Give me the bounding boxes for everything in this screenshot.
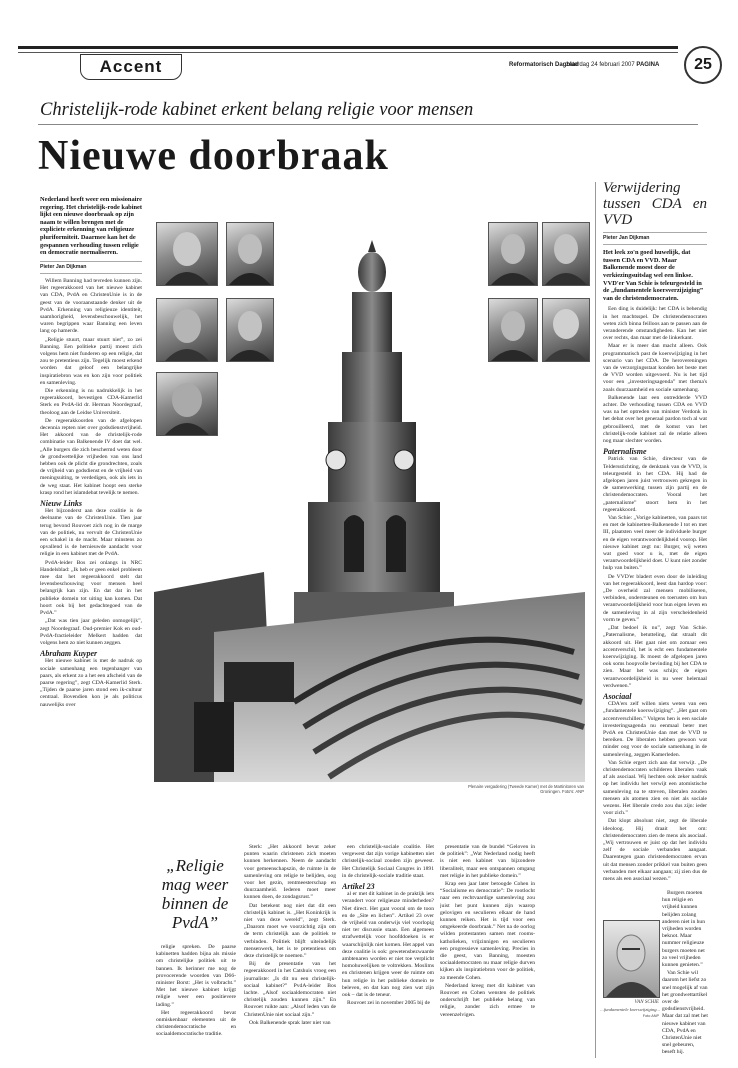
paragraph: Sterk: „Het akkoord bevat zeker punten waarin christenen zich moeten kunnen herkennen. Neem de aandacht voor gemeenschapszin, de ruimte in de samenleving om religie te belijden, oog voor het gezin, rentmeesterschap en duurzaamheid. Iederen moet meer kunnen doen, de zondagsrust.” xyxy=(244,844,336,901)
article-byline: Pieter Jan Dijkman xyxy=(40,263,87,270)
paragraph: Het nieuwe kabinet is met de nadruk op sociale samenhang een tegenhanger van paars, als erkent zo a het een afscheid van de paarse regering”, zegt CDA-Kamerlid Sterk. „Tijden de paarse jaren stond een ik-cultuur centraal. Bovendien kon je als politicus nauwelijks over xyxy=(40,658,142,708)
paragraph: „Religie stuurt, maar stuurt niet”, zo zei Banning. Een politieke partij moest zich volgens hem niet funderen op een religie, dat zou te pretentieus zijn. Tegelijk moest erkend worden dat geloof een belangrijke inspiratiebron was en kon zijn voor politiek en samenleving. xyxy=(40,336,142,386)
article-column-1 xyxy=(40,196,142,1058)
paragraph: presentatie van de bundel “Geloven in de politiek”: „Wat Nederland nodig heeft is niet een kabinet van bijzondere liberaliteit, maar een ontspannen omgang met religie in het publieke domein.” xyxy=(440,844,535,879)
paragraph: Het bijzonderst aan deze coalitie is de deelname van de ChristenUnie. Tien jaar terug bevond Rouvoet zich nog in de marge van de politiek, nu vervult de ChristenUnie een schakel in de macht. Maar minstens zo opvallend is de hernieuwde aandacht voor religie in een kabinet met de PvdA. xyxy=(40,508,142,558)
sidebar-intro: Het leek zo'n goed huwelijk, dat tussen CDA en VVD. Maar Balkenende moest door de verkiezingsuitslag wel een linkse. VVD'er Van Schie is teleurgesteld in de „fundamentele koersverzijziging” van de christendemocraten. xyxy=(603,249,704,302)
paragraph: Krap een jaar later betoogde Cohen in “Socialisme en democratie”: De rootlocht naar een rechtvaardige samenleving zou juist het punt kunnen zijn waarop gelovigen en seculieren elkaar de hand kunnen reiken. Het is tijd voor een omgekeerde doorbraak.” Net na de oorlog wilden protestanten samen met rooms-katholieken, vrijzinnigen en seculieren een progressieve samenleving. Precies in die geest, van Banning, moesten sociaaldemocraten nu maar religie durven kijken als inspiratiebron voor de politiek, zo meende Cohen. xyxy=(440,881,535,981)
paragraph: Van Schie ergert zich aan dat verwijt. „De christendemocraten schilderen liberalen vaak af als asociaal. Wij hechten ook zeker nadruk op het individu het verwijt een atomistische samenleving na te streven, liberalen zouden mensen als atomen zien en niet als sociale wezens. Het liberale credo zou dus zijn: ieder voor zich.” xyxy=(603,759,707,817)
page-label: PAGINA xyxy=(636,62,660,68)
subheading-artikel-23: Artikel 23 xyxy=(342,882,375,892)
paragraph: Van Schie: „Vorige kabinetten, van paars tot en met de kabinetten-Balkenende I tot en met III, plaatsten veel meer de individuele burger en de eigen verantwoordelijkheid voorop. Het nieuwe kabinet zegt nu: Burger, wij weten wat goed voor u is, met de eigen verantwoordelijkheid doet. U kunt niet zonder hulp van buiten.” xyxy=(603,515,707,572)
subtitle-rule xyxy=(38,124,698,125)
paragraph: Dat betekent nog niet dat dit een christelijk kabinet is. „Het Koninkrijk is niet van deze wereld”, zegt Sterk. „Daarom moet we voorzichtig zijn om de term christelijk aan de politiek te verbinden. Politiek blijft uiteindelijk mensenwerk, het is te pretentieus om deze christelijk te noemen.” xyxy=(244,902,336,960)
paragraph: Patrick van Schie, directeur van de Teldersstichting, de denktank van de VVD, is teleurgesteld in het CDA. Hij had de afgelopen jaren juist vertrouwen gekregen in de samenwerking tussen zijn partij en de christendemocraten. Vooral het „paternalisme” stoort hem in het regeerakkoord. xyxy=(603,456,707,513)
subheading-paternalisme: Paternalisme xyxy=(603,447,647,457)
main-photo xyxy=(154,232,585,782)
header-rule xyxy=(18,46,678,49)
subheading-nieuw-links: Nieuw Links xyxy=(40,499,83,509)
paragraph: De regeerakkoorden van de afgelopen decennia repten niet over godsdienstvrijheid. Het akkoord van de christelijk-rode combinatie van Balkenende IV doet dat wel. „Alle burgers die zich beschermd weten door de grondwettelijke vrijheden van ons land hebben ook de plicht die grondrechten, zoals de vrijheid van godsdienst en de vrijheid van meningsuiting, te verdedigen, ook als iets in de weg staat. Het kabinet hoopt een sterke krasp rond het islamdebat tevelijk te nemen. xyxy=(40,417,142,496)
paragraph: Rouvoet zei in november 2005 bij de xyxy=(347,1000,430,1007)
byline-rule xyxy=(40,261,142,262)
issue-date-text: zaterdag 24 februari 2007 xyxy=(566,62,635,68)
sidebar-title: Verwijdering tussen CDA en VVD xyxy=(603,180,707,228)
sidebar-wrap-column xyxy=(662,890,708,1058)
portrait-credit: Foto ANP xyxy=(642,1014,659,1018)
paragraph: PvdA-leider Bos zei onlangs in NRC Handelsblad: „Ik heb er geen enkel probleem mee dat het regeerakkoord stelt dat levensbeschouwing voor mensen heel belangrijk kan zijn. En dat dat in het publieke domein tot uiting kan komen. Dat hoort ook bij het gedachtegoed van de PvdA.” xyxy=(40,559,142,617)
paragraph: Van Schie wil daarom het liefst zo snel mogelijk af van het grondwettartikel over de godsdienstvrijheid. Maar dat zal met het nieuwe kabinet van CDA, PvdA en ChristenUnie niet snel gebeuren, beseft hij. xyxy=(662,970,708,1056)
paragraph: al er met dit kabinet in de praktijk iets verandert voor religieuze minderheden? Niet direct. Het gaat vooral om de toon en de „Site en lichen”. Artikel 23 over de vrijheid van onderwijs viel voorlopig niet ter discussie staan. Een algemeen strafwettelijk voor hoofddoeken is er waarschijnlijk niet komen. Het appel van deze coalitie is ook: gewetensbezwaarde ambtenaren worden er niet toe verplicht homohuwelijken te voltrekken. Moslims en christenen krijgen weer de ruimte om hun religie in het publieke domein te beleven, en dat kan nog zien wat zijn ook – dat is de teneur. xyxy=(342,891,434,999)
paragraph: Het regeerakkoord bevat onmiskenbaar elementen uit de christendemocratische en sociaaldemocratische traditie. xyxy=(156,1009,236,1038)
van-schie-portrait xyxy=(603,920,660,998)
paragraph: Nederland kreeg met dit kabinet van Rouvoet en Cohen wensten de politiek onderschrijft het publieke belang van religie, zonder zich ermee te vereenzelvigen. xyxy=(440,982,535,1018)
paragraph: Dat klopt absoluut niet, zegt de liberale ideoloog. Hij draait het om: christendemocraten zien de mens als asociaal. „Wij vertrouwen er juist op dat het individu zelf de sociale verbanden aangaat. Daarentegen gaan christendemocraten ervan uit dat mensen zonder prikkel van buiten geen verbanden met elkaar aangaan; zij zien dus de mens als een asociaal wezen.” xyxy=(603,818,707,880)
byline-rule xyxy=(603,232,707,233)
section-label: Accent xyxy=(80,54,182,80)
paragraph: CDA'ers zelf willen niets weten van een „fundamentele koerswijziging”. „Het gaat om accentverschillen.” Volgens hen is een sociale investeringsagenda nu eenmaal beter met PvdA en ChristenUnie dan met de VVD te bereiken. De liberalen hebben gewoon wat minder oog voor de sociale samenhang in de samenleving, zeggen Kamerleden. xyxy=(603,701,707,758)
article-column-4 xyxy=(342,844,434,1058)
page-number: 25 xyxy=(684,46,722,84)
portrait-caption-name: VAN SCHIE xyxy=(634,1000,659,1005)
newspaper-name: Reformatorisch Dagblad xyxy=(509,62,579,68)
article-title: Nieuwe doorbraak xyxy=(38,133,389,179)
sidebar-divider xyxy=(595,182,596,1058)
paragraph: „Dat was tien jaar geleden onmogelijk”, zegt Noordegraaf. Oud-premier Kok en oud-PvdA-fractieleider Melkert hadden dat volgens hem zo niet kunnen zeggen. xyxy=(40,618,142,646)
paragraph: Maar er is meer dan macht alleen. Ook programmatisch past de koerswijziging in het scenario van het CDA. De herovereningen van de verzorgingsstaat konden het beste met de VVD worden uitgevoerd. Nu is het tijd voor een „investeringsagenda” met thema's zoals duurzaamheid en sociale samenhang. xyxy=(603,343,707,393)
paragraph: Bij de presentatie van het regeerakkoord in het Catshuis vroeg een journaliste: „Is dit nu een christelijk-sociaal kabinet?” PvdA-leider Bos lachte. „Alsof sociaaldemocraten niet christelijk zouden kunnen zijn.” En Rouvoet ruikte aan: „Alsof leden van de ChristenUnie niet sociaal zijn.” xyxy=(244,961,336,1018)
subheading-kuyper: Abraham Kuyper xyxy=(40,649,98,659)
article-intro: Nederland heeft weer een missionaire regering. Het christelijk-rode kabinet lijkt een nieuwe doorbraak op zijn naam te willen brengen met de expliciete erkenning van religieuze pluriformiteit. Daarmee kan het de gespannen verhouding tussen religie en democratie normaliseren. xyxy=(40,196,142,257)
sidebar-article xyxy=(603,180,707,880)
paragraph: Balkenende laat een ontredderde VVD achter. De verhouding tussen CDA en VVD was na het optreden van minister Verdonk in het debat over het generaal pardon toch al wat gebrouilleerd, met de komst van het christelijk-rode kabinet zal de relatie alleen nog maar slechter worden. xyxy=(603,394,707,445)
subheading-asociaal: Asociaal xyxy=(603,691,632,701)
paragraph: „Dat bedoel ik nu”, zegt Van Schie. „Paternalisme, betutteling, dat straalt dit akkoord uit. Het gaat niet om zomaar een accentverschil, het is echt een fundamentele koerswijziging. Ik moest de afgelopen jaren ook soms hoopvolle bevinding bij het CDA te zien. Maar het was schijn; de eigen verantwoordelijkheid is nu weer helemaal verdwenen.” xyxy=(603,625,707,689)
article-column-2 xyxy=(156,944,236,1058)
issue-date xyxy=(566,62,659,68)
paragraph: Willem Banning had tevreden kunnen zijn. Het regeerakkoord van het nieuwe kabinet van CDA, PvdA en ChristenUnie is in de geest van de vooraanstaande denker uit de PvdA. Erkenning van religieuze identiteit, saamhorigheid, levensbeschouwelijk, het waren begrippen waar Banning een leven lang op hamerde. xyxy=(40,277,142,335)
photo-caption: Plenaire vergadering (Tweede Kamer) met de Martinitoren van Groningen. Foto's: ANP xyxy=(468,784,584,794)
paragraph: De VVD'er bladert even door de inleiding van het regeerakkoord, leest dan hardop voor: „De overheid zal mensen mobiliseren, verbinden, ondersteunen en toerusten om hun verantwoordelijkheid voor hun eigen leven en de samenleving in al zijn verscheidenheid vorm te geven.” xyxy=(603,573,707,623)
header-rule-thin xyxy=(18,52,678,53)
paragraph: Burgers moeten hun religie en vrijheid kunnen belijden zolang anderen niet in hun vrijheden worden beknot. Maar nummer religieuze burgers moeten net zo veel vrijheden kunnen genieten.” xyxy=(662,890,706,969)
byline-rule xyxy=(40,273,142,274)
article-subtitle: Christelijk-rode kabinet erkent belang religie voor mensen xyxy=(40,100,474,120)
byline-rule xyxy=(603,244,707,245)
paragraph: Die erkenning is nu nadrukkelijk in het regeerakkoord, bevestigen CDA-Kamerlid Sterk en PvdA-lid dr. Herman Noordegraaf, theoloog aan de Leidse Universiteit. xyxy=(40,388,142,416)
paragraph: Ook Balkenende sprak later niet van xyxy=(249,1019,331,1026)
paragraph: religie spreken. De paarse kabinetten hadden bijna als missie om christelijke politiek uit te bannen. Ik herinner me nog de provocerende woorden van D66-minister Borst: „Het is volbracht.” Met het nieuwe kabinet krijgt religie weer een positievere lading.” xyxy=(156,944,236,1008)
article-column-3 xyxy=(244,844,336,1058)
paragraph: een christelijk-sociale coalitie. Het vergewest dat zijn vorige kabinetten niet christelijk-sociaal zouden zijn geweest. Het Christelijk Sociaal Congres in 1891 in de christelijk-sociale traditie staat. xyxy=(342,844,434,879)
pull-quote: „Religie mag weer binnen de PvdA” xyxy=(161,856,229,932)
paragraph: Een ding is duidelijk: het CDA is behendig in het machtsspel. De christendemocraten weten zich binna feilloos aan te passen aan de veranderende omstandigheden. Kan het niet over rechts, dan maar met de linkerkant. xyxy=(603,306,707,342)
portrait-caption: ...fundamentele koerswijziging... xyxy=(600,1007,660,1012)
sidebar-byline: Pieter Jan Dijkman xyxy=(603,235,650,241)
article-column-5 xyxy=(440,844,535,1058)
